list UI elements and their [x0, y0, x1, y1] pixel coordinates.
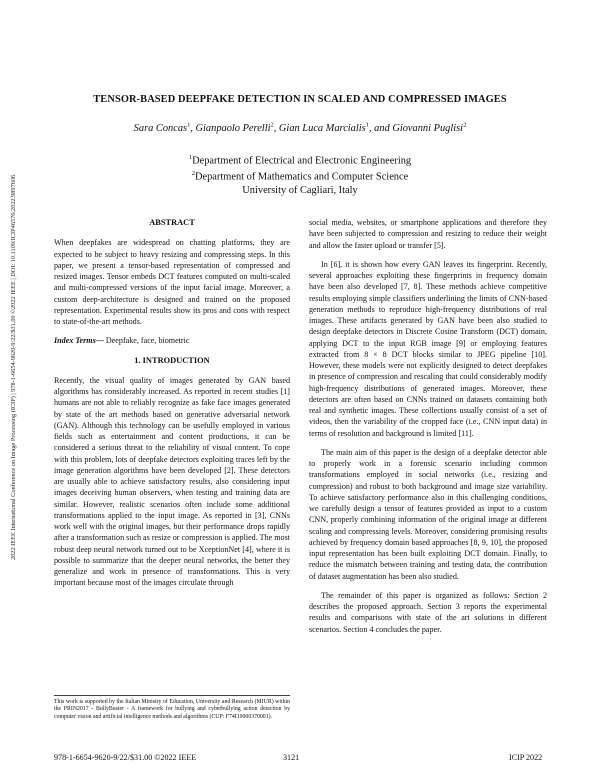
- index-terms: Index Terms— Deepfake, face, biometric: [54, 336, 190, 346]
- author: Sara Concas$^1$,: [133, 122, 196, 135]
- affiliations: [40, 151, 560, 197]
- introduction-heading: 1. INTRODUCTION: [134, 355, 210, 365]
- side-doi-note: 2022 IEEE International Conference on Image Processing (ICIP) | 978-1-6654-9620-9/22/$31.00 ©2022 IEEE | DOI: 10.1109/ICIP46576.2022.9897606: [10, 174, 17, 560]
- left-column: [54, 217, 290, 597]
- affiliation-line: $^2$Department of Mathematics and Computer Science: [191, 170, 409, 183]
- intro-paragraph: The remainder of this paper is organized as follows: Section 2 describes the proposed approach. Section 3 reports the experimental results and comparisons with state of the art solutions in different scenarios. Section 4 concludes the paper.: [309, 590, 547, 634]
- right-column: [309, 217, 547, 643]
- author: Giovanni Puglisi$^2$: [392, 122, 467, 135]
- author-list: [40, 122, 560, 134]
- paper-title: TENSOR-BASED DEEPFAKE DETECTION IN SCALED AND COMPRESSED IMAGES: [93, 94, 507, 105]
- intro-paragraph-continued: social media, websites, or smartphone applications and therefore they have been subjected to compression and resizing to reduce their weight and allow the faster upload or transfer [5].: [309, 218, 547, 250]
- footer-copyright: 978-1-6654-9620-9/22/$31.00 ©2022 IEEE: [54, 753, 197, 762]
- intro-paragraph: The main aim of this paper is the design of a deepfake detector able to properly work in a forensic scenario including common transformations employed in social networks (i.e., resizing and compression) and robust to both background and image size variability. To achieve satisfactory performance also in this challenging conditions, we carefully design a tensor of features provided as input to a custom CNN, properly combining information of the original image at different scaling and compressing levels. Moreover, considering promising results achieved by frequency domain based approaches [8, 9, 10], the proposed input representation has been built exploiting DCT domain. Finally, to reduce the mismatch between training and testing data, the contribution of dataset augmentation has been also studied.: [309, 447, 547, 581]
- affiliation-line: $^1$Department of Electrical and Electronic Engineering: [188, 154, 412, 167]
- abstract-heading: ABSTRACT: [149, 218, 195, 227]
- affiliation-line: University of Cagliari, Italy: [242, 184, 358, 196]
- footer-venue: ICIP 2022: [509, 753, 543, 762]
- abstract-text: When deepfakes are widespread on chatting platforms, they are expected to be subject to heavy resizing and compressing steps. In this paper, we present a tensor-based representation of compressed and resized images. Tensor embeds DCT features computed on multi-scaled and multi-compressed versions of the input facial image. Moreover, a custom deep-architecture is designed and trained on the proposed representation. Experimental results show its pros and cons with respect to state-of-the-art methods.: [54, 238, 290, 326]
- page-number: 3121: [283, 753, 300, 762]
- footnote-divider: [54, 695, 290, 696]
- author: Gianpaolo Perelli$^2$,: [195, 122, 279, 135]
- funding-footnote: This work is supported by the Italian Ministry of Education, University and Research (MIUR) within the PRIN2017 - BullyBuster - A framework for bullying and cyberbullying action detection by computer vision and artificial intelligence methods and algorithms (CUP: F74I19000370001).: [54, 699, 290, 720]
- intro-paragraph: In [6], it is shown how every GAN leaves its fingerprint. Recently, several approaches exploiting these fingerprints in frequency domain have been also developed [7, 8]. These methods achieve competitive results employing simple classifiers underlining the limits of CNN-based generation methods to reproduce high-frequency distributions of real images. These artifacts generated by GAN have been also studied to design deepfake detectors in Discrete Cosine Transform (DCT) domain, applying DCT to the input RGB image [9] or employing features extracted from 8 × 8 DCT blocks similar to JPEG pipeline [10]. However, these models were not explicitly designed to detect deepfakes in presence of compression and rescaling that could considerably modify high-frequency distributions of generated images. Moreover, these detectors are often based on CNNs trained on datasets containing both real and synthetic images. These collections usually consist of a set of videos, then the variability of the cropped face (i.e., CNN input data) in terms of resolution and background is limited [11].: [309, 259, 547, 438]
- author: Gian Luca Marcialis$^1$, and: [278, 122, 393, 135]
- intro-paragraph: Recently, the visual quality of images generated by GAN based algorithms has considerably increased. As reported in recent studies [1] humans are not able to reliably recognize as fake face images generated by state of the art methods based on generative adversarial network (GAN). Although this technology can be usefully employed in various fields such as entertainment and content productions, it can be considered a serious threat to the reliability of visual content. To cope with this problem, lots of deepfake detectors exploiting traces left by the image generation algorithms have been developed [2]. These detectors are usually able to achieve satisfactory results, also considering input images deceiving human observers, when testing and training data are similar. However, realistic scenarios often include some additional transformations applied to the input image. As reported in [3], CNNs work well with the original images, but their performance drops rapidly after a transformation such as resize or compression is applied. The most robust deep neural network turned out to be XceptionNet [4], where it is possible to summarize that the deeper neural networks, the better they generalize and work in presence of transformations. This is very important because most of the images circulate through: [54, 375, 290, 588]
